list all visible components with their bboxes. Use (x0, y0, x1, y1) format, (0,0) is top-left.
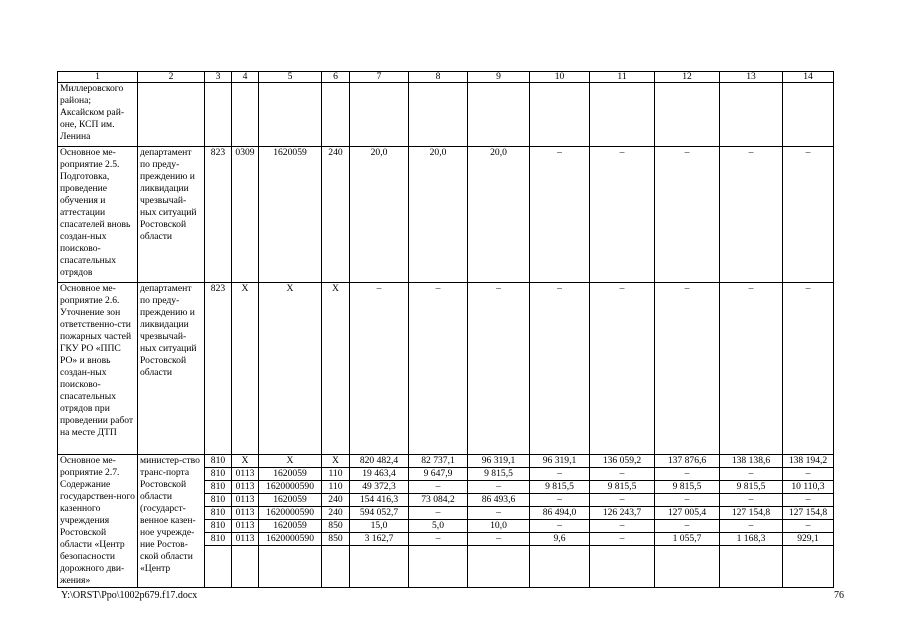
table-cell: – (720, 147, 783, 283)
table-cell: X (232, 283, 259, 455)
table-cell: – (530, 283, 590, 455)
table-cell: X (259, 455, 322, 468)
table-cell: 850 (322, 533, 350, 546)
table-cell: – (783, 147, 834, 283)
header-cell: 7 (350, 72, 409, 83)
table-cell: – (590, 494, 655, 507)
table-cell: 0113 (232, 507, 259, 520)
table-cell: 136 059,2 (590, 455, 655, 468)
activity-2-5-description: Основное ме-роприятие 2.5. Подготовка, проведение обучения и аттестации спасателей вновь создан-ных поисково-спасательных отрядов (58, 147, 138, 283)
header-cell: 14 (783, 72, 834, 83)
table-cell: 9 815,5 (530, 481, 590, 494)
table-cell: 10,0 (468, 520, 530, 533)
table-cell: – (350, 283, 409, 455)
table-cell: 850 (322, 520, 350, 533)
table-cell: – (530, 494, 590, 507)
table-cell: 823 (205, 283, 232, 455)
table-cell: – (468, 283, 530, 455)
header-cell: 11 (590, 72, 655, 83)
table-cell: 1620059 (259, 468, 322, 481)
table-cell: – (409, 283, 468, 455)
header-cell: 4 (232, 72, 259, 83)
activity-2-6-description: Основное ме-роприятие 2.6. Уточнение зон ответственно-сти пожарных частей ГКУ РО «ППС РО» и вновь создан-ных поисково-спасательных отрядов при проведении работ на месте ДТП (58, 283, 138, 455)
table-cell: X (259, 283, 322, 455)
table-cell: 9 815,5 (655, 481, 720, 494)
activity-2-7-executor: министер-ство транс-порта Ростовской области (государст-венное казен-ное учрежде-ние Ростов-ской области «Центр (138, 455, 205, 588)
table-cell: 9 647,9 (409, 468, 468, 481)
table-cell: – (590, 520, 655, 533)
header-cell: 3 (205, 72, 232, 83)
table-cell: 1620000590 (259, 481, 322, 494)
row-a-description: Миллеровского района; Аксайском рай-оне, КСП им. Ленина (58, 83, 138, 147)
table-cell: – (783, 283, 834, 455)
table-cell: 240 (322, 147, 350, 283)
table-cell: – (590, 533, 655, 546)
table-cell: – (783, 520, 834, 533)
table-cell: 810 (205, 494, 232, 507)
table-cell: 127 154,8 (720, 507, 783, 520)
table-cell: 810 (205, 520, 232, 533)
table-cell: 15,0 (350, 520, 409, 533)
table-cell: 0113 (232, 481, 259, 494)
table-cell: 5,0 (409, 520, 468, 533)
table-cell: X (322, 283, 350, 455)
table-cell: 823 (205, 147, 232, 283)
table-cell: 86 494,0 (530, 507, 590, 520)
table-cell: 0113 (232, 468, 259, 481)
table-cell: 240 (322, 494, 350, 507)
table-cell: 110 (322, 468, 350, 481)
activity-2-5-executor: департамент по преду-преждению и ликвидации чрезвычай-ных ситуаций Ростовской области (138, 147, 205, 283)
table-row (58, 455, 834, 468)
table-cell: 820 482,4 (350, 455, 409, 468)
table-cell: 138 138,6 (720, 455, 783, 468)
table-cell: 1620059 (259, 147, 322, 283)
table-cell: 20,0 (350, 147, 409, 283)
table-cell: 810 (205, 455, 232, 468)
table-cell: 96 319,1 (530, 455, 590, 468)
table-cell: 126 243,7 (590, 507, 655, 520)
table-cell: 594 052,7 (350, 507, 409, 520)
table-cell: – (590, 468, 655, 481)
table-cell: 1620000590 (259, 533, 322, 546)
activity-2-7-description: Основное ме-роприятие 2.7. Содержание государствен-ного казенного учреждения Ростовской области «Центр безопасности дорожного дви-жения» (58, 455, 138, 588)
header-cell: 10 (530, 72, 590, 83)
table-cell: 20,0 (468, 147, 530, 283)
header-cell: 8 (409, 72, 468, 83)
table-cell: 9 815,5 (590, 481, 655, 494)
table-cell: 1620059 (259, 494, 322, 507)
table-cell: – (655, 494, 720, 507)
table-cell: – (590, 147, 655, 283)
table-cell: – (468, 533, 530, 546)
table-cell: 0113 (232, 520, 259, 533)
table-cell: 73 084,2 (409, 494, 468, 507)
table-cell: – (590, 283, 655, 455)
table-cell: – (783, 468, 834, 481)
table-cell: 10 110,3 (783, 481, 834, 494)
table-cell: 86 493,6 (468, 494, 530, 507)
table-cell: 137 876,6 (655, 455, 720, 468)
table-cell: – (720, 283, 783, 455)
table-cell: – (655, 520, 720, 533)
table-row (58, 83, 834, 147)
file-path: Y:\ORST\Ppo\1002p679.f17.docx (61, 590, 198, 601)
table-cell: – (530, 147, 590, 283)
table-cell: 3 162,7 (350, 533, 409, 546)
table-cell: – (720, 520, 783, 533)
table-header-row (58, 72, 834, 83)
table-cell: – (783, 494, 834, 507)
table-cell: 9,6 (530, 533, 590, 546)
table-cell: 49 372,3 (350, 481, 409, 494)
header-cell: 6 (322, 72, 350, 83)
table-cell: 9 815,5 (468, 468, 530, 481)
header-cell: 9 (468, 72, 530, 83)
table-cell: 138 194,2 (783, 455, 834, 468)
table-cell: – (655, 147, 720, 283)
table-cell: 0309 (232, 147, 259, 283)
page-number: 76 (834, 590, 844, 601)
table-cell: – (655, 283, 720, 455)
header-cell: 2 (138, 72, 205, 83)
table-cell: – (655, 468, 720, 481)
table-cell: – (720, 494, 783, 507)
table-cell: – (530, 468, 590, 481)
table-cell: 1620059 (259, 520, 322, 533)
activity-2-6-executor: департамент по преду-преждению и ликвидации чрезвычай-ных ситуаций Ростовской области (138, 283, 205, 455)
table-cell: – (720, 468, 783, 481)
table-cell: – (530, 520, 590, 533)
table-cell: 9 815,5 (720, 481, 783, 494)
table-row (58, 283, 834, 455)
table-cell: 810 (205, 533, 232, 546)
table-cell: 240 (322, 507, 350, 520)
table-cell: 20,0 (409, 147, 468, 283)
header-cell: 5 (259, 72, 322, 83)
table-cell: 0113 (232, 533, 259, 546)
budget-table (57, 71, 834, 588)
table-cell: – (409, 481, 468, 494)
table-cell: 82 737,1 (409, 455, 468, 468)
table-cell: 1 168,3 (720, 533, 783, 546)
table-cell: 127 005,4 (655, 507, 720, 520)
table-cell: 1620000590 (259, 507, 322, 520)
table-cell: 1 055,7 (655, 533, 720, 546)
table-row (58, 147, 834, 283)
table-cell: 19 463,4 (350, 468, 409, 481)
table-cell: 154 416,3 (350, 494, 409, 507)
table-cell: – (468, 481, 530, 494)
header-cell: 1 (58, 72, 138, 83)
table-cell: 810 (205, 507, 232, 520)
table-cell: 96 319,1 (468, 455, 530, 468)
table-cell: – (468, 507, 530, 520)
table-cell: 929,1 (783, 533, 834, 546)
table-cell: 127 154,8 (783, 507, 834, 520)
header-cell: 13 (720, 72, 783, 83)
header-cell: 12 (655, 72, 720, 83)
table-cell: X (232, 455, 259, 468)
table-cell: 810 (205, 481, 232, 494)
table-cell: 0113 (232, 494, 259, 507)
table-cell: – (409, 533, 468, 546)
table-cell: 110 (322, 481, 350, 494)
table-cell: 810 (205, 468, 232, 481)
table-cell: X (322, 455, 350, 468)
table-cell: – (409, 507, 468, 520)
